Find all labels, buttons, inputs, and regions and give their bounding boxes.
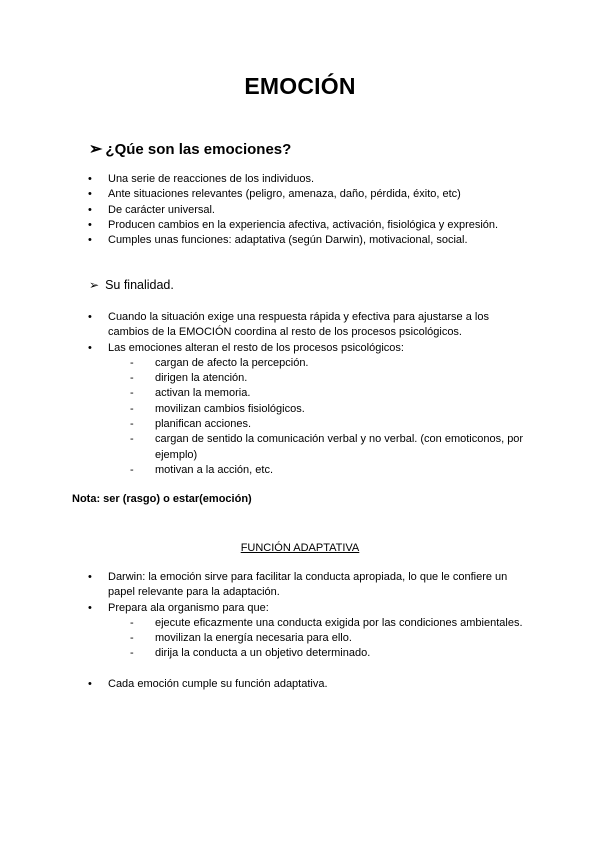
sub-list-item: - cargan de sentido la comunicación verbal y no verbal. (con emoticonos, por ejemplo) bbox=[108, 432, 524, 463]
section-heading-what-are-emotions bbox=[89, 139, 291, 159]
list-item: • Cada emoción cumple su función adaptativa. bbox=[84, 677, 524, 692]
sub-list-item: - planifican acciones. bbox=[108, 417, 524, 432]
adaptive-function-list bbox=[84, 570, 524, 662]
section-heading-text: ¿Qúe son las emociones? bbox=[105, 141, 292, 158]
purpose-list bbox=[84, 310, 524, 478]
sub-list-item: - dirigen la atención. bbox=[108, 371, 524, 386]
section-heading-text: Su finalidad. bbox=[105, 278, 174, 292]
list-item bbox=[84, 341, 524, 479]
adaptive-function-list-end bbox=[84, 677, 524, 692]
emotions-definition-list bbox=[84, 172, 524, 248]
sub-list-item: - cargan de afecto la percepción. bbox=[108, 356, 524, 371]
list-item: • Producen cambios en la experiencia afectiva, activación, fisiológica y expresión. bbox=[84, 218, 524, 233]
note-text: Nota: ser (rasgo) o estar(emoción) bbox=[72, 493, 252, 505]
page-title: EMOCIÓN bbox=[244, 73, 356, 99]
arrowhead-icon: ➢ bbox=[89, 278, 100, 292]
sub-list-item: - motivan a la acción, etc. bbox=[108, 463, 524, 478]
list-item: • Ante situaciones relevantes (peligro, amenaza, daño, pérdida, éxito, etc) bbox=[84, 187, 524, 202]
sub-list bbox=[108, 616, 524, 662]
sub-list bbox=[108, 356, 524, 478]
sub-list-item: - movilizan la energía necesaria para ello. bbox=[108, 631, 524, 646]
list-item bbox=[84, 601, 524, 662]
sub-list-item: - dirija la conducta a un objetivo determinado. bbox=[108, 646, 524, 661]
sub-list-item: - ejecute eficazmente una conducta exigida por las condiciones ambientales. bbox=[108, 616, 524, 631]
list-item-text: Las emociones alteran el resto de los procesos psicológicos: bbox=[108, 341, 404, 354]
section-heading-purpose bbox=[89, 278, 174, 292]
list-item: • Una serie de reacciones de los individuos. bbox=[84, 172, 524, 187]
sub-list-item: - activan la memoria. bbox=[108, 386, 524, 401]
list-item: • Darwin: la emoción sirve para facilitar la conducta apropiada, lo que le confiere un papel relevante para la adaptación. bbox=[84, 570, 524, 601]
section-heading-adaptive-function: FUNCIÓN ADAPTATIVA bbox=[240, 542, 360, 554]
list-item: • Cumples unas funciones: adaptativa (según Darwin), motivacional, social. bbox=[84, 233, 524, 248]
arrowhead-icon: ➢ bbox=[89, 141, 103, 158]
list-item: • Cuando la situación exige una respuesta rápida y efectiva para ajustarse a los cambios de la EMOCIÓN coordina al resto de los procesos psicológicos. bbox=[84, 310, 524, 341]
sub-list-item: - movilizan cambios fisiológicos. bbox=[108, 402, 524, 417]
list-item: • De carácter universal. bbox=[84, 203, 524, 218]
list-item-text: Prepara ala organismo para que: bbox=[108, 601, 269, 614]
